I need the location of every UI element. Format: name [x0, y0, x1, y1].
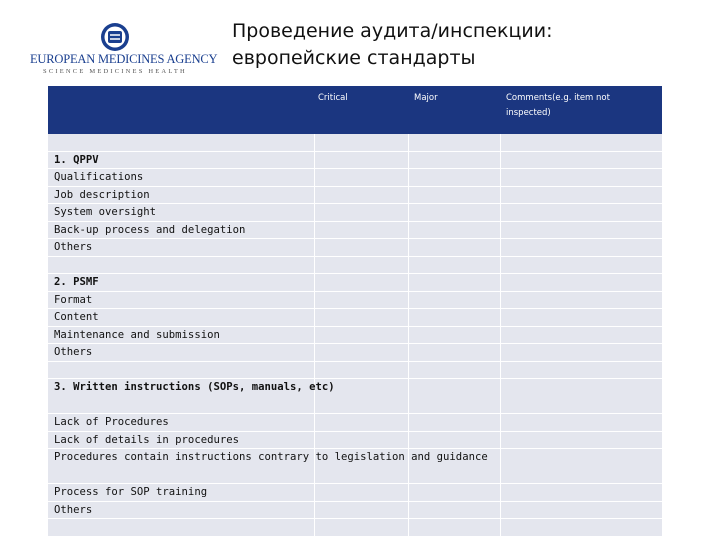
table-row — [48, 502, 662, 520]
table-body — [48, 134, 662, 537]
major-cell — [409, 257, 500, 274]
comments-cell — [501, 519, 662, 536]
page-title — [232, 18, 553, 72]
critical-cell — [315, 519, 408, 536]
header-critical: Critical — [318, 93, 348, 103]
checklist-item: Lack of details in procedures — [54, 433, 239, 446]
item-cell — [48, 362, 314, 379]
major-cell — [409, 134, 500, 151]
ema-logo — [30, 22, 218, 78]
comments-cell — [501, 134, 662, 151]
item-cell — [48, 519, 314, 536]
table-row — [48, 362, 662, 380]
title-line-2: европейские стандарты — [232, 47, 476, 69]
item-cell — [48, 134, 314, 151]
table-row — [48, 519, 662, 537]
critical-cell — [315, 362, 408, 379]
ema-emblem-icon — [92, 22, 138, 52]
table-row — [48, 204, 662, 222]
table-row — [48, 379, 662, 414]
checklist-item: Process for SOP training — [54, 486, 208, 498]
section-heading: 3. Written instructions (SOPs, manuals, etc) — [54, 381, 335, 393]
title-line-1: Проведение аудита/инспекции: — [232, 20, 553, 42]
logo-tagline: SCIENCE MEDICINES HEALTH — [43, 68, 187, 75]
checklist-item: Others — [54, 241, 93, 253]
checklist-item: Others — [54, 503, 93, 516]
checklist-item: Back-up process and delegation — [54, 223, 246, 236]
header-major: Major — [414, 93, 438, 103]
table-row — [48, 257, 662, 275]
table-row — [48, 309, 662, 327]
table-row — [48, 169, 662, 187]
table-row — [48, 344, 662, 362]
table-row — [48, 292, 662, 310]
critical-cell — [315, 257, 408, 274]
header-comments: Comments(e.g. item not inspected) — [506, 93, 610, 118]
checklist-item: Maintenance and submission — [54, 328, 220, 341]
table-row — [48, 152, 662, 170]
checklist-item: Format — [54, 293, 93, 306]
table-row — [48, 327, 662, 345]
table-row — [48, 222, 662, 240]
checklist-item: Job description — [54, 188, 150, 201]
section-heading: 2. PSMF — [54, 276, 99, 288]
table-row — [48, 187, 662, 205]
section-heading: 1. QPPV — [54, 153, 99, 166]
critical-cell — [315, 134, 408, 151]
checklist-item: Procedures contain instructions contrary to legislation and guidance — [54, 451, 488, 463]
table-row — [48, 239, 662, 257]
major-cell — [409, 519, 500, 536]
logo-agency-name: EUROPEAN MEDICINES AGENCY — [30, 52, 218, 66]
checklist-item: Others — [54, 346, 93, 358]
table-row — [48, 274, 662, 292]
table-row — [48, 432, 662, 450]
table-row — [48, 484, 662, 502]
table-row — [48, 134, 662, 152]
checklist-item: Qualifications — [54, 171, 144, 183]
comments-cell — [501, 362, 662, 379]
checklist-item: Content — [54, 311, 99, 323]
checklist-item: Lack of Procedures — [54, 416, 169, 428]
checklist-item: System oversight — [54, 206, 157, 218]
comments-cell — [501, 257, 662, 274]
table-row — [48, 414, 662, 432]
table-header — [48, 86, 662, 134]
audit-checklist-table — [48, 86, 662, 537]
item-cell — [48, 257, 314, 274]
table-row — [48, 449, 662, 484]
major-cell — [409, 362, 500, 379]
